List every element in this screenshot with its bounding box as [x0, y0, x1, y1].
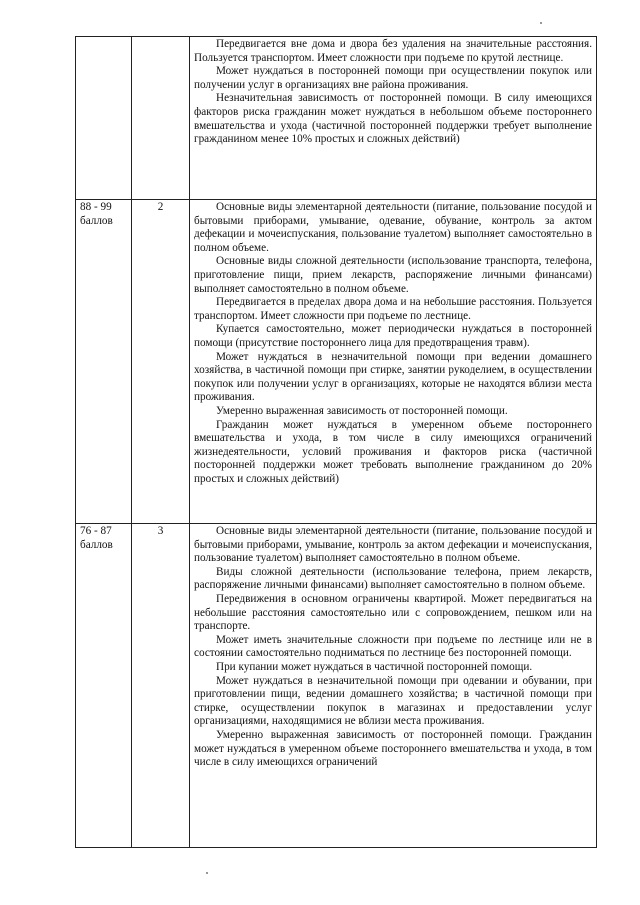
description-cell	[190, 200, 597, 524]
paragraph: Незначительная зависимость от посторонней помощи. В силу имеющихся факторов риска гражданин может нуждаться в небольшом объеме постороннего вмешательства и ухода (частичной посторонней поддержки требует выполнение гражданином менее 10% простых и сложных действий)	[194, 92, 592, 146]
paragraph: Умеренно выраженная зависимость от посторонней помощи.	[216, 404, 508, 417]
paragraph: Гражданин может нуждаться в умеренном объеме постороннего вмешательства и ухода, в том числе в силу имеющихся ограничений жизнедеятельности, условий проживания и факторов риска (частичной посторонней поддержки может требовать выполнение гражданином до 20% простых и сложных действий)	[194, 418, 592, 485]
group-cell: 3	[132, 524, 190, 848]
score-cell: 76 - 87 баллов	[76, 524, 132, 848]
score-cell	[76, 37, 132, 200]
paragraph: Умеренно выраженная зависимость от посторонней помощи. Гражданин может нуждаться в умеренном объеме постороннего вмешательства и ухода, в том числе в силу имеющихся ограничений	[194, 728, 592, 769]
paragraph: Передвижения в основном ограничены квартирой. Может передвигаться на небольшие расстояния самостоятельно или с сопровождением, пешком или на транспорте.	[194, 592, 592, 633]
score-cell: 88 - 99 баллов	[76, 200, 132, 524]
table-row	[76, 524, 597, 848]
group-cell: 2	[132, 200, 190, 524]
paragraph: При купании может нуждаться в частичной посторонней помощи.	[216, 660, 533, 673]
table-row	[76, 200, 597, 524]
paragraph: Виды сложной деятельности (использование телефона, прием лекарств, распоряжение личными финансами) выполняет самостоятельно в полном объеме.	[194, 565, 592, 592]
paragraph: Основные виды сложной деятельности (использование транспорта, телефона, приготовление пищи, прием лекарств, распоряжение личными финансами) выполняет самостоятельно в полном объеме.	[194, 255, 592, 295]
table-row	[76, 37, 597, 200]
description-cell	[190, 37, 597, 200]
group-cell	[132, 37, 190, 200]
paragraph: Купается самостоятельно, может периодически нуждаться в посторонней помощи (присутствие постороннего лица для предотвращения травм).	[194, 323, 592, 349]
paragraph: Основные виды элементарной деятельности (питание, пользование посудой и бытовыми приборами, умывание, одевание, обувание, контроль за актом дефекации и мочеиспускания, пользование туалетом) выполняет самостоятельно в полном объеме.	[194, 201, 592, 254]
assessment-table	[75, 36, 597, 848]
paragraph: Может нуждаться в посторонней помощи при осуществлении покупок или получении услуг в организациях вне района проживания.	[194, 65, 592, 91]
paragraph: Основные виды элементарной деятельности (питание, пользование посудой и бытовыми приборами, умывание, контроль за актом дефекации и мочеиспускания, пользование туалетом) выполняет самостоятельно в полном объеме.	[194, 525, 592, 565]
scan-speck	[206, 872, 208, 874]
paragraph: Может иметь значительные сложности при подъеме по лестнице или не в состоянии самостоятельно подниматься по лестнице без посторонней помощи.	[194, 633, 592, 660]
paragraph: Может нуждаться в незначительной помощи при ведении домашнего хозяйства, в частичной помощи при стирке, занятии рукоделием, в осуществлении покупок или получении услуг в организациях, которые не находятся вблизи места проживания.	[194, 350, 592, 404]
paragraph: Передвигается в пределах двора дома и на небольшие расстояния. Пользуется транспортом. Имеет сложности при подъеме по лестнице.	[194, 296, 592, 322]
description-cell	[190, 524, 597, 848]
scan-speck	[540, 22, 542, 24]
paragraph: Передвигается вне дома и двора без удаления на значительные расстояния. Пользуется транспортом. Имеет сложности при подъеме по крутой лестнице.	[194, 38, 592, 64]
paragraph: Может нуждаться в незначительной помощи при одевании и обувании, при приготовлении пищи, ведении домашнего хозяйства; в частичной помощи при стирке, осуществлении покупок в магазинах и предоставлении услуг организациями, находящимися не вблизи места проживания.	[194, 674, 592, 728]
